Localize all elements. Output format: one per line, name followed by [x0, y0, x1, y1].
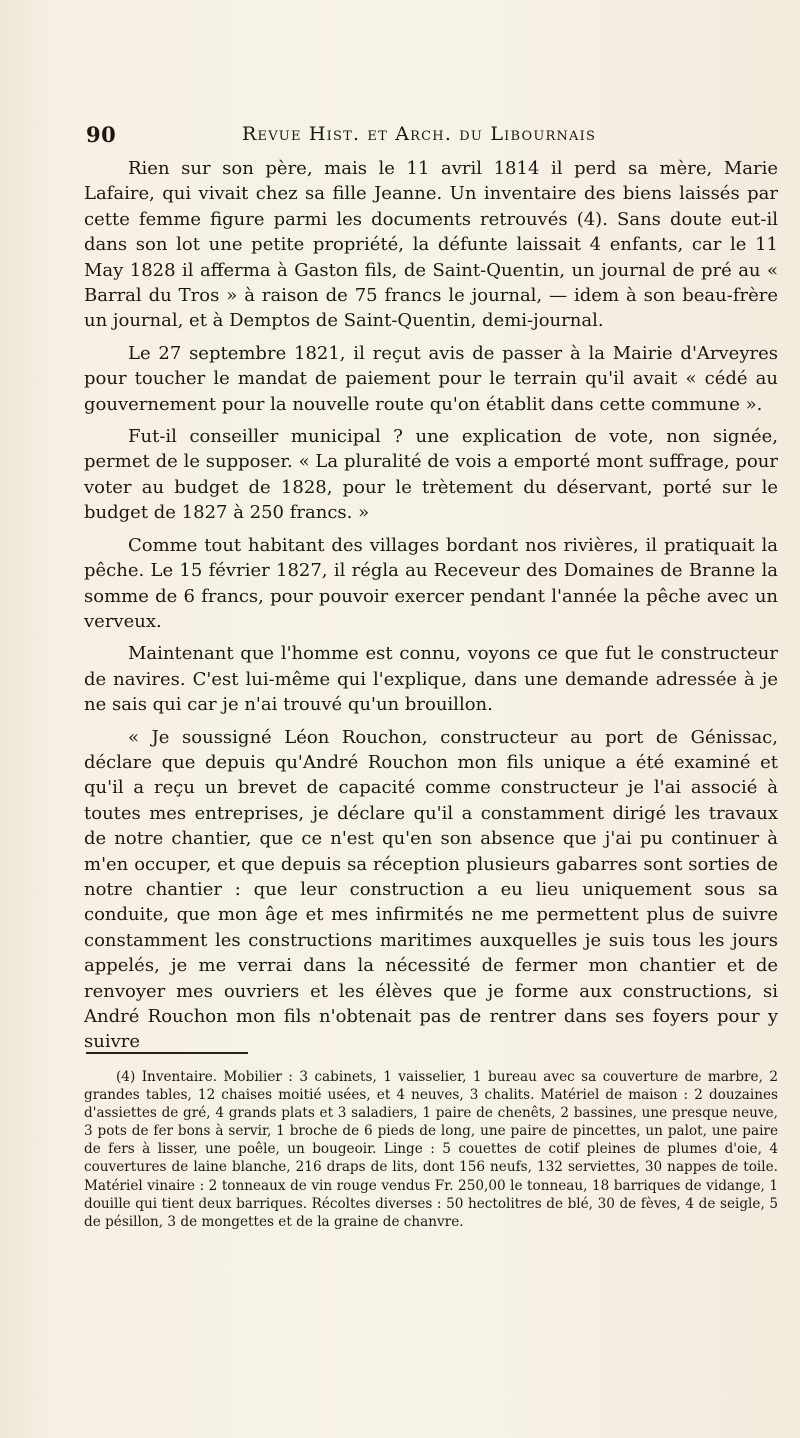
- paragraph: Comme tout habitant des villages bordant nos rivières, il pratiquait la pêche. Le 15 février 1827, il régla au Receveur des Domaines de Branne la somme de 6 francs, pour pouvoir exercer pendant l'année la pêche avec un verveux.: [84, 534, 778, 632]
- paragraph: Le 27 septembre 1821, il reçut avis de passer à la Mairie d'Arveyres pour toucher le mandat de paiement pour le terrain qu'il avait « cédé au gouvernement pour la nouvelle route qu'on établit dans cette commune ».: [84, 342, 778, 415]
- page-header: [86, 122, 776, 152]
- footnote: (4) Inventaire. Mobilier : 3 cabinets, 1 vaisselier, 1 bureau avec sa couverture de marbre, 2 grandes tables, 12 chaises moitié usées, et 4 neuves, 3 chalits. Matériel de maison : 2 douzaines d'assiettes de gré, 4 grands plats et 3 saladiers, 1 paire de chenêts, 2 bassines, une presque neuve, 3 pots de fer bons à servir, 1 broche de 6 pieds de long, une paire de pincettes, un palot, une paire de fers à lisser, une poêle, un bougeoir. Linge : 5 couettes de cotif pleines de plumes d'oie, 4 couvertures de laine blanche, 216 draps de lits, dont 156 neufs, 132 serviettes, 30 nappes de toile. Matériel vinaire : 2 tonneaux de vin rouge vendus Fr. 250,00 le tonneau, 18 barriques de vidange, 1 douille qui tient deux barriques. Récoltes diverses : 50 hectolitres de blé, 30 de fèves, 4 de seigle, 5 de pésillon, 3 de mongettes et de la graine de chanvre.: [84, 1069, 778, 1230]
- running-head: Revue Hist. et Arch. du Libournais: [242, 123, 597, 145]
- footnote-rule: [86, 1052, 248, 1054]
- body-text: [84, 156, 778, 1062]
- paragraph: Fut-il conseiller municipal ? une explication de vote, non signée, permet de le supposer. « La pluralité de vois a emporté mont suffrage, pour voter au budget de 1828, pour le trètement du déservant, porté sur le budget de 1827 à 250 francs. »: [84, 426, 778, 524]
- page-number: 90: [86, 122, 117, 147]
- paragraph: « Je soussigné Léon Rouchon, constructeur au port de Génissac, déclare que depuis qu'André Rouchon mon fils unique a été examiné et qu'il a reçu un brevet de capacité comme constructeur je l'ai associé à toutes mes entreprises, je déclare qu'il a constamment dirigé les travaux de notre chantier, que ce n'est qu'en son absence que j'ai pu continuer à m'en occuper, et que depuis sa réception plusieurs gabarres sont sorties de notre chantier : que leur construction a eu lieu uniquement sous sa conduite, que mon âge et mes infirmités ne me permettent plus de suivre constamment les constructions maritimes auxquelles je suis tous les jours appelés, je me verrai dans la nécessité de fermer mon chantier et de renvoyer mes ouvriers et les élèves que je forme aux constructions, si André Rouchon mon fils n'obtenait pas de rentrer dans ses foyers pour y suivre: [84, 726, 778, 1053]
- paragraph: Rien sur son père, mais le 11 avril 1814 il perd sa mère, Marie Lafaire, qui vivait chez sa fille Jeanne. Un inventaire des biens laissés par cette femme figure parmi les documents retrouvés (4). Sans doute eut-il dans son lot une petite propriété, la défunte laissait 4 enfants, car le 11 May 1828 il afferma à Gaston fils, de Saint-Quentin, un journal de pré au « Barral du Tros » à raison de 75 francs le journal, — idem à son beau-frère un journal, et à Demptos de Saint-Quentin, demi-journal.: [84, 158, 778, 332]
- paragraph: Maintenant que l'homme est connu, voyons ce que fut le constructeur de navires. C'est lui-même qui l'explique, dans une demande adressée à je ne sais qui car je n'ai trouvé qu'un brouillon.: [84, 643, 778, 716]
